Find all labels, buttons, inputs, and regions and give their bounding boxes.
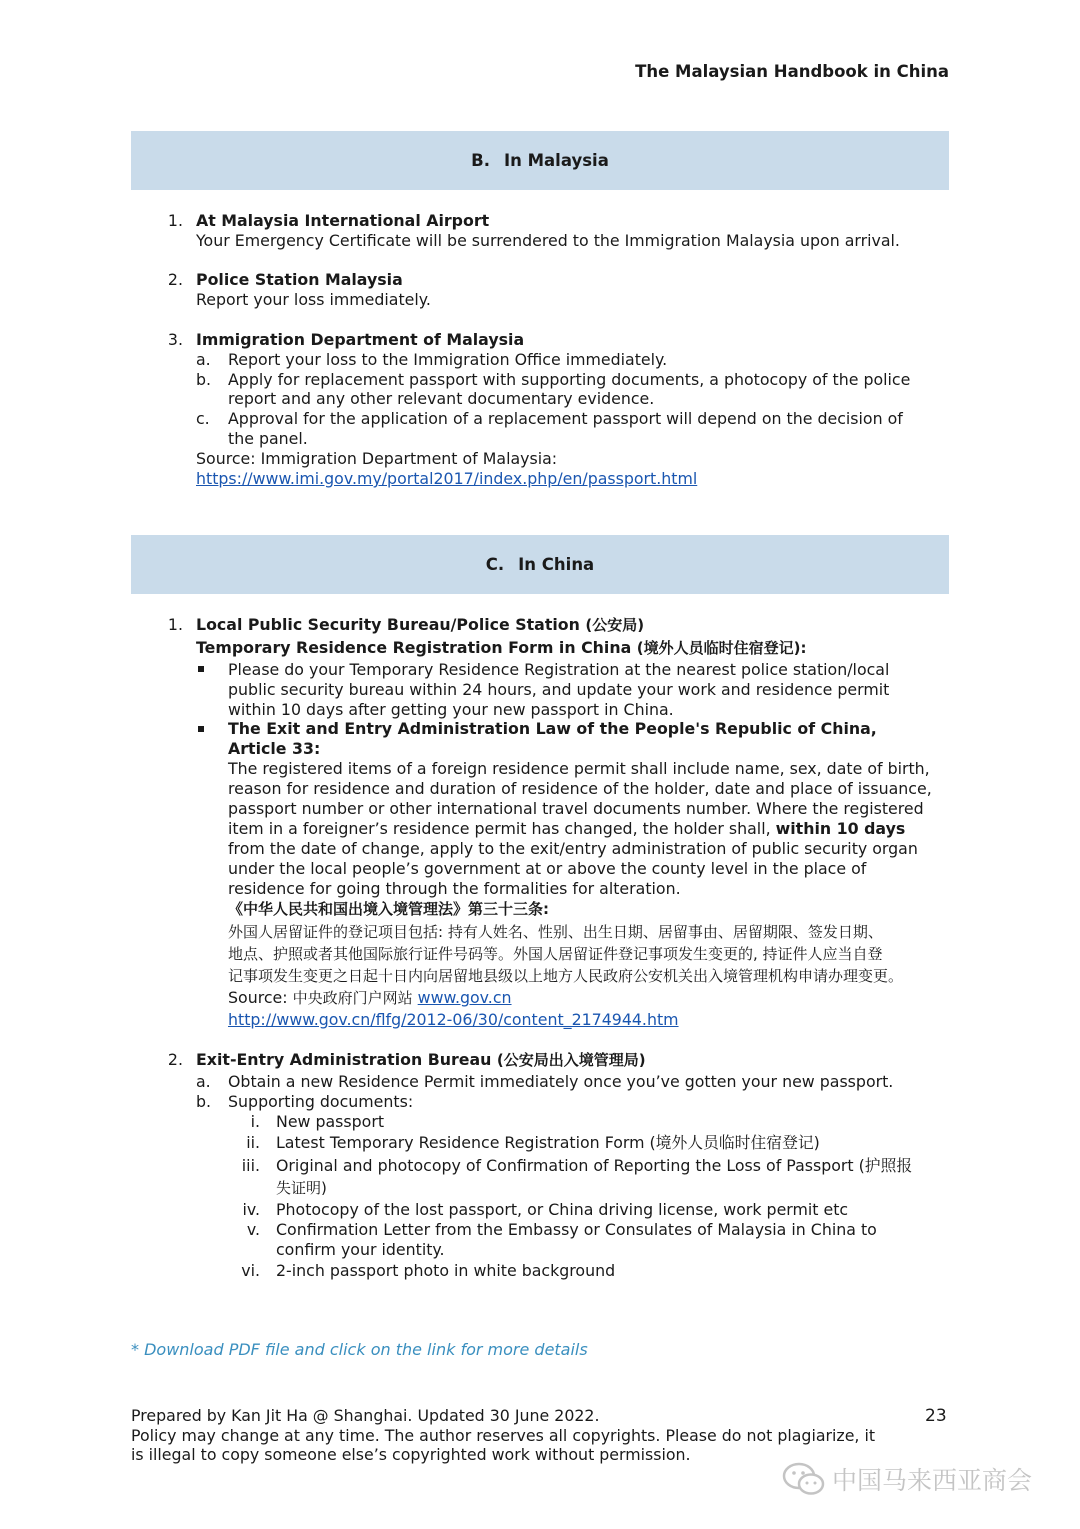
- doc-text: Original and photocopy of Confirmation of Reporting the Loss of Passport (护照报: [276, 1156, 913, 1175]
- section-title: In China: [518, 555, 595, 574]
- doc-text: Latest Temporary Residence Registration Form (境外人员临时住宿登记): [276, 1133, 820, 1152]
- source-line: Source: 中央政府门户网站 www.gov.cn: [228, 988, 512, 1007]
- sub-text: Obtain a new Residence Permit immediately once you’ve gotten your new passport.: [228, 1072, 894, 1091]
- wechat-icon: [782, 1461, 826, 1497]
- footer-line: Policy may change at any time. The author reserves all copyrights. Please do not plagiarize, it: [131, 1426, 876, 1445]
- sub-label: b.: [196, 1092, 212, 1111]
- doc-label: v.: [246, 1220, 260, 1239]
- doc-label: i.: [250, 1112, 260, 1131]
- doc-label: ii.: [246, 1133, 260, 1152]
- doc-label: iii.: [241, 1156, 260, 1175]
- doc-text: 2-inch passport photo in white background: [276, 1261, 616, 1280]
- footer-line: Prepared by Kan Jit Ha @ Shanghai. Updated 30 June 2022.: [131, 1406, 600, 1425]
- item-text: Report your loss immediately.: [196, 290, 431, 309]
- source-label: Source: Immigration Department of Malaysia:: [196, 449, 558, 468]
- law-text-zh: 外国人居留证件的登记项目包括: 持有人姓名、性别、出生日期、居留事由、居留期限、签发日期、: [228, 923, 883, 941]
- doc-text: Photocopy of the lost passport, or China driving license, work permit etc: [276, 1200, 849, 1219]
- law-text: item in a foreigner’s residence permit has changed, the holder shall, within 10 days: [228, 819, 906, 838]
- sub-text: the panel.: [228, 429, 308, 448]
- law-article: Article 33:: [228, 739, 321, 758]
- doc-text: Confirmation Letter from the Embassy or Consulates of Malaysia in China to: [276, 1220, 877, 1239]
- item-title: Local Public Security Bureau/Police Station: [196, 615, 580, 634]
- law-title: The Exit and Entry Administration Law of the People's Republic of China,: [228, 719, 877, 738]
- sub-text: report and any other relevant documentary evidence.: [228, 389, 655, 408]
- law-text: under the local people’s government at or above the county level in the place of: [228, 859, 867, 878]
- item-title-zh: (公安局出入境管理局): [496, 1051, 646, 1069]
- law-text: from the date of change, apply to the exit/entry administration of public security organ: [228, 839, 918, 858]
- item-title: Exit-Entry Administration Bureau: [196, 1050, 492, 1069]
- doc-label: vi.: [241, 1261, 260, 1280]
- watermark-text: 中国马来西亚商会: [832, 1466, 1033, 1495]
- section-letter: B.: [471, 151, 490, 170]
- law-text: reason for residence and duration of residence of the holder, date and place of issuance,: [228, 779, 932, 798]
- sub-text: Report your loss to the Immigration Office immediately.: [228, 350, 668, 369]
- law-text: passport number or other international travel documents number. Where the registered: [228, 799, 924, 818]
- bullet-text: within 10 days after getting your new passport in China.: [228, 700, 674, 719]
- section-title: In Malaysia: [504, 151, 609, 170]
- item-text: Your Emergency Certificate will be surrendered to the Immigration Malaysia upon arrival.: [196, 231, 900, 250]
- doc-text: New passport: [276, 1112, 385, 1131]
- sub-label: a.: [196, 1072, 211, 1091]
- download-note: * Download PDF file and click on the link for more details: [131, 1340, 588, 1359]
- bullet-text: public security bureau within 24 hours, and update your work and residence permit: [228, 680, 890, 699]
- running-header: The Malaysian Handbook in China: [635, 62, 949, 81]
- sub-text: Supporting documents:: [228, 1092, 414, 1111]
- page-number: 23: [925, 1406, 947, 1426]
- footer-line: is illegal to copy someone else’s copyrighted work without permission.: [131, 1445, 691, 1464]
- law-title-zh: 《中华人民共和国出境入境管理法》第三十三条:: [228, 900, 550, 918]
- bullet-text: Please do your Temporary Residence Registration at the nearest police station/local: [228, 660, 890, 679]
- watermark: [782, 1461, 1032, 1497]
- section-c-header: [131, 535, 949, 594]
- doc-text: 失证明): [276, 1179, 327, 1197]
- source-site-link[interactable]: www.gov.cn: [417, 988, 512, 1007]
- law-text: residence for going through the formalities for alteration.: [228, 879, 681, 898]
- sub-label: a.: [196, 350, 211, 369]
- bullet-icon: [198, 666, 204, 672]
- item-subtitle: Temporary Residence Registration Form in China (境外人员临时住宿登记):: [196, 638, 807, 657]
- law-text-zh: 地点、护照或者其他国际旅行证件号码等。外国人居留证件登记事项发生变更的, 持证件人应当自登: [228, 945, 883, 963]
- sub-text: Apply for replacement passport with supporting documents, a photocopy of the police: [228, 370, 911, 389]
- source-link[interactable]: https://www.imi.gov.my/portal2017/index.php/en/passport.html: [196, 469, 698, 488]
- law-text: The registered items of a foreign residence permit shall include name, sex, date of birth,: [228, 759, 930, 778]
- sub-label: c.: [196, 409, 210, 428]
- source-link[interactable]: http://www.gov.cn/flfg/2012-06/30/content_2174944.htm: [228, 1010, 679, 1029]
- section-b-header: [131, 131, 949, 190]
- item-title: Immigration Department of Malaysia: [196, 330, 525, 349]
- section-letter: C.: [485, 555, 505, 574]
- item-title-zh: (公安局): [585, 616, 645, 634]
- item-title: At Malaysia International Airport: [196, 211, 490, 230]
- doc-text: confirm your identity.: [276, 1240, 445, 1259]
- sub-label: b.: [196, 370, 212, 389]
- bullet-icon: [198, 726, 204, 732]
- doc-label: iv.: [242, 1200, 260, 1219]
- item-title: Police Station Malaysia: [196, 270, 403, 289]
- law-text-zh: 记事项发生变更之日起十日内向居留地县级以上地方人民政府公安机关出入境管理机构申请办理变更。: [228, 967, 904, 985]
- sub-text: Approval for the application of a replacement passport will depend on the decision of: [228, 409, 903, 428]
